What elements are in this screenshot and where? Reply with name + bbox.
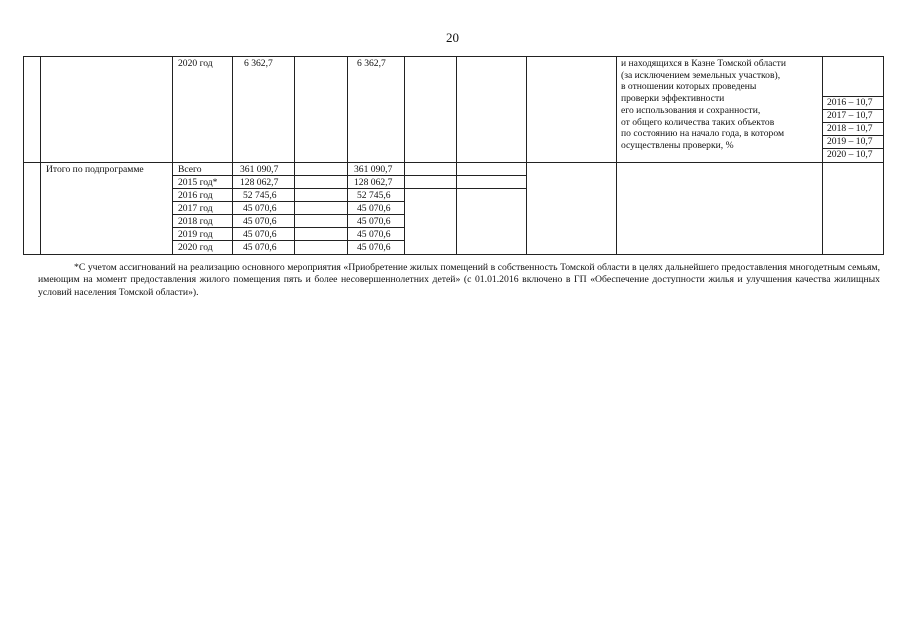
table-rule	[40, 56, 41, 255]
table-rule	[883, 56, 884, 255]
indicator-line: по состоянию на начало года, в котором	[621, 128, 785, 140]
footnote: *С учетом ассигнований на реализацию основного мероприятия «Приобретение жилых помещений в собственность Томской области в целях дальнейшего предоставления многодетным семьям, имеющим на момент предоставления жилого помещения пять и более несовершеннолетних детей» (с 01.01.2016 включено в ГП «Обеспечение доступности жилья и улучшения качества жилищных условий населения Томской области»).	[38, 262, 880, 298]
total-value: 6 362,7	[244, 58, 273, 69]
table-rule	[172, 56, 173, 255]
target-value: 2020 – 10,7	[827, 149, 873, 160]
indicator-line: в отношении которых проведены	[621, 81, 757, 93]
indicator-description	[621, 58, 786, 152]
summary-regional: 45 070,6	[357, 216, 391, 227]
target-value: 2019 – 10,7	[827, 136, 873, 147]
table-rule	[23, 162, 883, 163]
summary-period: Всего	[178, 164, 202, 175]
indicator-line: его использования и сохранности,	[621, 104, 761, 116]
row-rule	[172, 175, 526, 176]
summary-period: 2017 год	[178, 203, 213, 214]
summary-regional: 45 070,6	[357, 229, 391, 240]
summary-total: 45 070,6	[243, 203, 277, 214]
summary-regional: 52 745,6	[357, 190, 391, 201]
target-value: 2018 – 10,7	[827, 123, 873, 134]
indicator-line: осуществлены проверки, %	[621, 139, 734, 151]
summary-total: 45 070,6	[243, 242, 277, 253]
regional-value: 6 362,7	[357, 58, 386, 69]
table-rule	[404, 56, 405, 255]
table-rule	[347, 56, 348, 255]
table-rule	[616, 56, 617, 255]
table-rule	[23, 56, 883, 57]
table-rule	[456, 56, 457, 255]
table-rule	[294, 56, 295, 255]
table-rule	[526, 56, 527, 255]
target-value: 2016 – 10,7	[827, 97, 873, 108]
page-number: 20	[446, 30, 459, 45]
summary-total: 361 090,7	[240, 164, 279, 175]
summary-total: 45 070,6	[243, 216, 277, 227]
table-rule	[822, 56, 823, 255]
indicator-line: от общего количества таких объектов	[621, 116, 775, 128]
summary-total: 52 745,6	[243, 190, 277, 201]
summary-regional: 128 062,7	[354, 177, 393, 188]
target-value: 2017 – 10,7	[827, 110, 873, 121]
table-rule	[23, 56, 24, 255]
summary-regional: 361 090,7	[354, 164, 393, 175]
table-rule	[23, 254, 883, 255]
summary-total: 128 062,7	[240, 177, 279, 188]
row-rule	[172, 188, 526, 189]
summary-regional: 45 070,6	[357, 242, 391, 253]
table-rule	[232, 56, 233, 255]
indicator-line: и находящихся в Казне Томской области	[621, 58, 786, 69]
summary-total: 45 070,6	[243, 229, 277, 240]
summary-period: 2016 год	[178, 190, 213, 201]
summary-label: Итого по подпрограмме	[46, 164, 144, 175]
year-cell: 2020 год	[178, 58, 213, 69]
indicator-line: проверки эффективности	[621, 93, 725, 105]
summary-period: 2020 год	[178, 242, 213, 253]
indicator-line: (за исключением земельных участков),	[621, 69, 781, 81]
summary-period: 2018 год	[178, 216, 213, 227]
summary-period: 2015 год*	[178, 177, 218, 188]
summary-period: 2019 год	[178, 229, 213, 240]
summary-regional: 45 070,6	[357, 203, 391, 214]
